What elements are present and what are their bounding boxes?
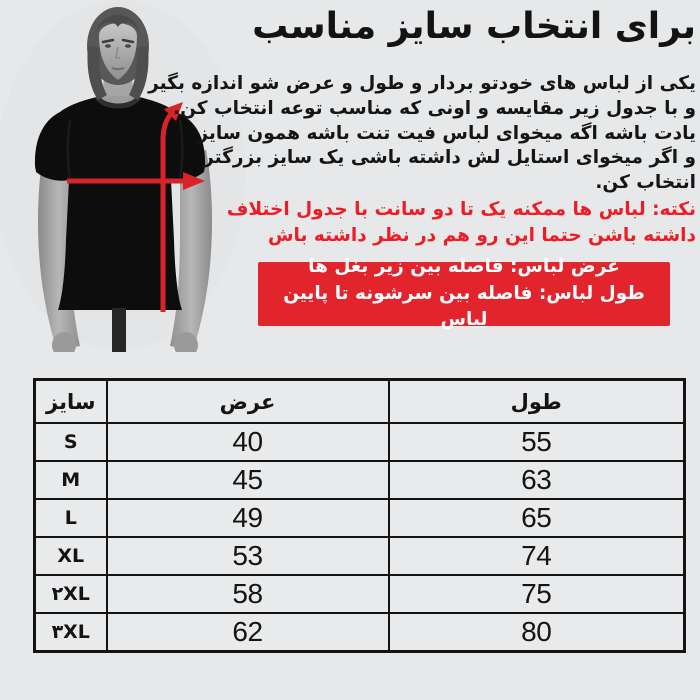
table-row [35,461,685,499]
note-text [227,197,696,248]
table-header-row [35,380,685,424]
measurement-definitions-box [258,256,670,331]
mannequin-stand [112,308,126,352]
intro-line: انتخاب کن. [595,172,696,194]
length-cell: 65 [389,499,685,537]
size-cell: S [35,423,107,461]
length-definition: طول لباس: فاصله بین سرشونه تا پایین لباس [283,282,645,331]
table-row [35,499,685,537]
width-cell: 49 [107,499,389,537]
page-title: برای انتخاب سایز مناسب [252,6,696,47]
length-cell: 55 [389,423,685,461]
size-cell: XL [35,537,107,575]
intro-line: و اگر میخوای استایل لش داشته باشی یک سایز بزرگتر [203,147,696,169]
width-definition: عرض لباس: فاصله بین زیر بغل ها [308,256,620,278]
table-row [35,423,685,461]
width-cell: 40 [107,423,389,461]
size-cell: ۳XL [35,613,107,652]
column-header-width: عرض [107,380,389,424]
table-row [35,613,685,652]
length-cell: 75 [389,575,685,613]
width-cell: 58 [107,575,389,613]
length-cell: 74 [389,537,685,575]
width-cell: 45 [107,461,389,499]
width-cell: 62 [107,613,389,652]
size-cell: ۲XL [35,575,107,613]
intro-text [148,72,696,196]
length-cell: 63 [389,461,685,499]
column-header-length: طول [389,380,685,424]
size-cell: L [35,499,107,537]
width-cell: 53 [107,537,389,575]
note-line: داشته باشن حتما این رو هم در نظر داشته باش [268,224,696,246]
intro-line: و با جدول زیر مقایسه و اونی که مناسب توعه انتخاب کن. [173,97,696,119]
size-table [33,378,686,653]
size-cell: M [35,461,107,499]
column-header-size: سایز [35,380,107,424]
length-cell: 80 [389,613,685,652]
intro-line: یکی از لباس های خودتو بردار و طول و عرض شو اندازه بگیر [148,73,696,94]
table-row [35,537,685,575]
table-row [35,575,685,613]
note-line: نکته: لباس ها ممکنه یک تا دو سانت با جدول اختلاف [226,199,696,220]
intro-line: یادت باشه اگه میخوای لباس فیت تنت باشه همون سایز [197,122,696,144]
